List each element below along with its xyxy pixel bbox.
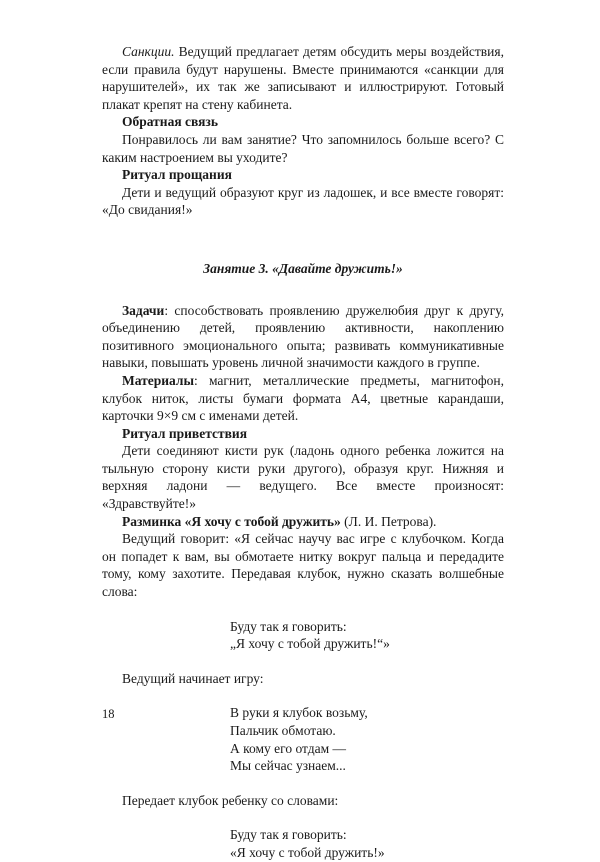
spacer: [102, 775, 504, 792]
verse2-line-3: А кому его отдам —: [230, 740, 347, 756]
farewell-text: Дети и ведущий образуют круг из ладошек, и все вместе говорят: «До свидания!»: [102, 184, 504, 218]
verse2-line-4: Мы сейчас узнаем...: [230, 758, 346, 774]
page-number: 18: [102, 707, 115, 721]
feedback-heading: Обратная связь: [122, 114, 218, 130]
feedback-text: Понравилось ли вам занятие? Что запомнилось больше всего? С каким настроением вы уходите?: [102, 131, 504, 165]
spacer: [102, 653, 504, 670]
warmup-paragraph: [102, 513, 504, 531]
tasks-text: : способствовать проявлению дружелюбия друг к другу, объединению детей, проявлению активности, накоплению позитивного эмоционального опыта; развивать коммуникативные навыки, повышать уровень личной значимости каждого в группе.: [102, 302, 504, 371]
tasks-label: Задачи: [122, 302, 165, 318]
warmup-label: Разминка «Я хочу с тобой дружить»: [122, 513, 341, 529]
materials-paragraph: [102, 372, 504, 425]
spacer: [102, 687, 504, 704]
sanctions-text: Ведущий предлагает детям обсудить меры воздействия, если правила будут нарушены. Вместе принимаются «санкции для нарушителей», их так же записывают и иллюстрируют. Готовый плакат крепят на стену кабинета.: [102, 44, 504, 112]
lesson-title: Занятие 3. «Давайте дружить!»: [203, 260, 403, 276]
verse1-line-1: Буду так я говорить:: [230, 618, 347, 634]
leader-starts-text: Ведущий начинает игру:: [122, 670, 264, 686]
farewell-heading: Ритуал прощания: [122, 167, 232, 183]
verse3-line-2: «Я хочу с тобой дружить!»: [230, 844, 385, 860]
warmup-text: Ведущий говорит: «Я сейчас научу вас игре с клубочком. Когда он попадет к вам, вы обмотаете нитку вокруг пальца и передадите тому, кому захотите. Передавая клубок, нужно сказать волшебные слова:: [102, 531, 504, 600]
verse3-line-1: Буду так я говорить:: [230, 827, 347, 843]
materials-label: Материалы: [122, 372, 195, 388]
tasks-paragraph: [102, 302, 504, 372]
verse1-line-2: „Я хочу с тобой дружить!“»: [230, 636, 390, 652]
sanctions-paragraph: [102, 43, 504, 113]
passes-text: Передает клубок ребенку со словами:: [122, 792, 339, 808]
greeting-text: Дети соединяют кисти рук (ладонь одного ребенка ложится на тыльную сторону кисти руки другого), образуя круг. Нижняя и верхняя ладони — ведущего. Все вместе произносят: «Здравствуйте!»: [102, 443, 504, 512]
warmup-author: (Л. И. Петрова).: [340, 513, 437, 529]
verse2-line-1: В руки я клубок возьму,: [230, 705, 368, 721]
verse2-line-2: Пальчик обмотаю.: [230, 723, 336, 738]
materials-text: : магнит, металлические предметы, магнитофон, клубок ниток, листы бумаги формата А4, цветные карандаши, карточки 9×9 см с именами детей.: [102, 372, 504, 424]
greeting-heading: Ритуал приветствия: [122, 425, 248, 441]
sanctions-term: Санкции.: [122, 44, 175, 59]
spacer: [102, 601, 504, 618]
spacer: [102, 809, 504, 826]
text-column: [102, 43, 504, 862]
